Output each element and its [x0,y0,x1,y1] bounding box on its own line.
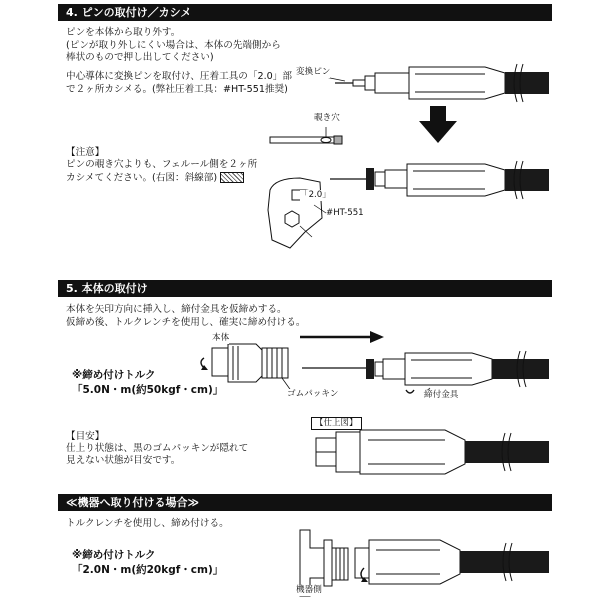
label-device-side: 機器側 [296,585,322,595]
s4-line5: で２ヶ所カシメる。(弊社圧着工具：#HT-551推奨) [66,84,288,95]
s5-guide2: 見えない状態が目安です。 [66,455,181,466]
s4-line2: (ピンが取り外しにくい場合は、本体の先端側から [66,40,281,51]
label-finished-drawing: 【仕上図】 [311,417,362,430]
label-crimp-2-0: 「2.0」 [300,190,331,200]
label-rubber-gasket: ゴムパッキン [287,389,339,399]
s5-line2: 仮締め後、トルクレンチを使用し、確実に締め付ける。 [66,317,306,328]
section4-header: 4. ピンの取付け／カシメ [58,4,552,21]
label-peek-hole: 覗き穴 [314,113,340,123]
section5-header: 5. 本体の取付け [58,280,552,297]
s4-note-title: 【注意】 [66,147,105,158]
s5-guide1: 仕上り状態は、黒のゴムパッキンが隠れて [66,443,249,454]
s4-line1: ピンを本体から取り外す。 [66,27,181,38]
s5-torque-value: 「5.0N・m(約50kgf・cm)」 [72,384,224,396]
label-body: 本体 [212,333,230,343]
s5-guide-title: 【目安】 [66,431,105,442]
s4-line4: 中心導体に変換ピンを取付け、圧着工具の「2.0」部 [66,71,292,82]
s5-torque-title: ※締め付けトルク [72,369,156,381]
s6-torque-title: ※締め付けトルク [72,549,156,561]
section6-header: ≪機器へ取り付ける場合≫ [58,494,552,511]
label-conversion-pin: 変換ピン [296,67,331,77]
s4-note1: ピンの覗き穴よりも、フェルール側を２ヶ所 [66,159,258,170]
s6-line1: トルクレンチを使用し、締め付ける。 [66,518,229,529]
label-ht551: #HT-551 [326,208,364,218]
s5-line1: 本体を矢印方向に挿入し、締付金具を仮締めする。 [66,304,287,315]
s4-note2: カシメてください。(右図：斜線部) [66,172,218,184]
s4-line3: 棒状のもので押し出してください) [66,52,214,63]
label-tightening-nut: 締付金具 [424,390,459,400]
s6-torque-value: 「2.0N・m(約20kgf・cm)」 [72,564,224,576]
